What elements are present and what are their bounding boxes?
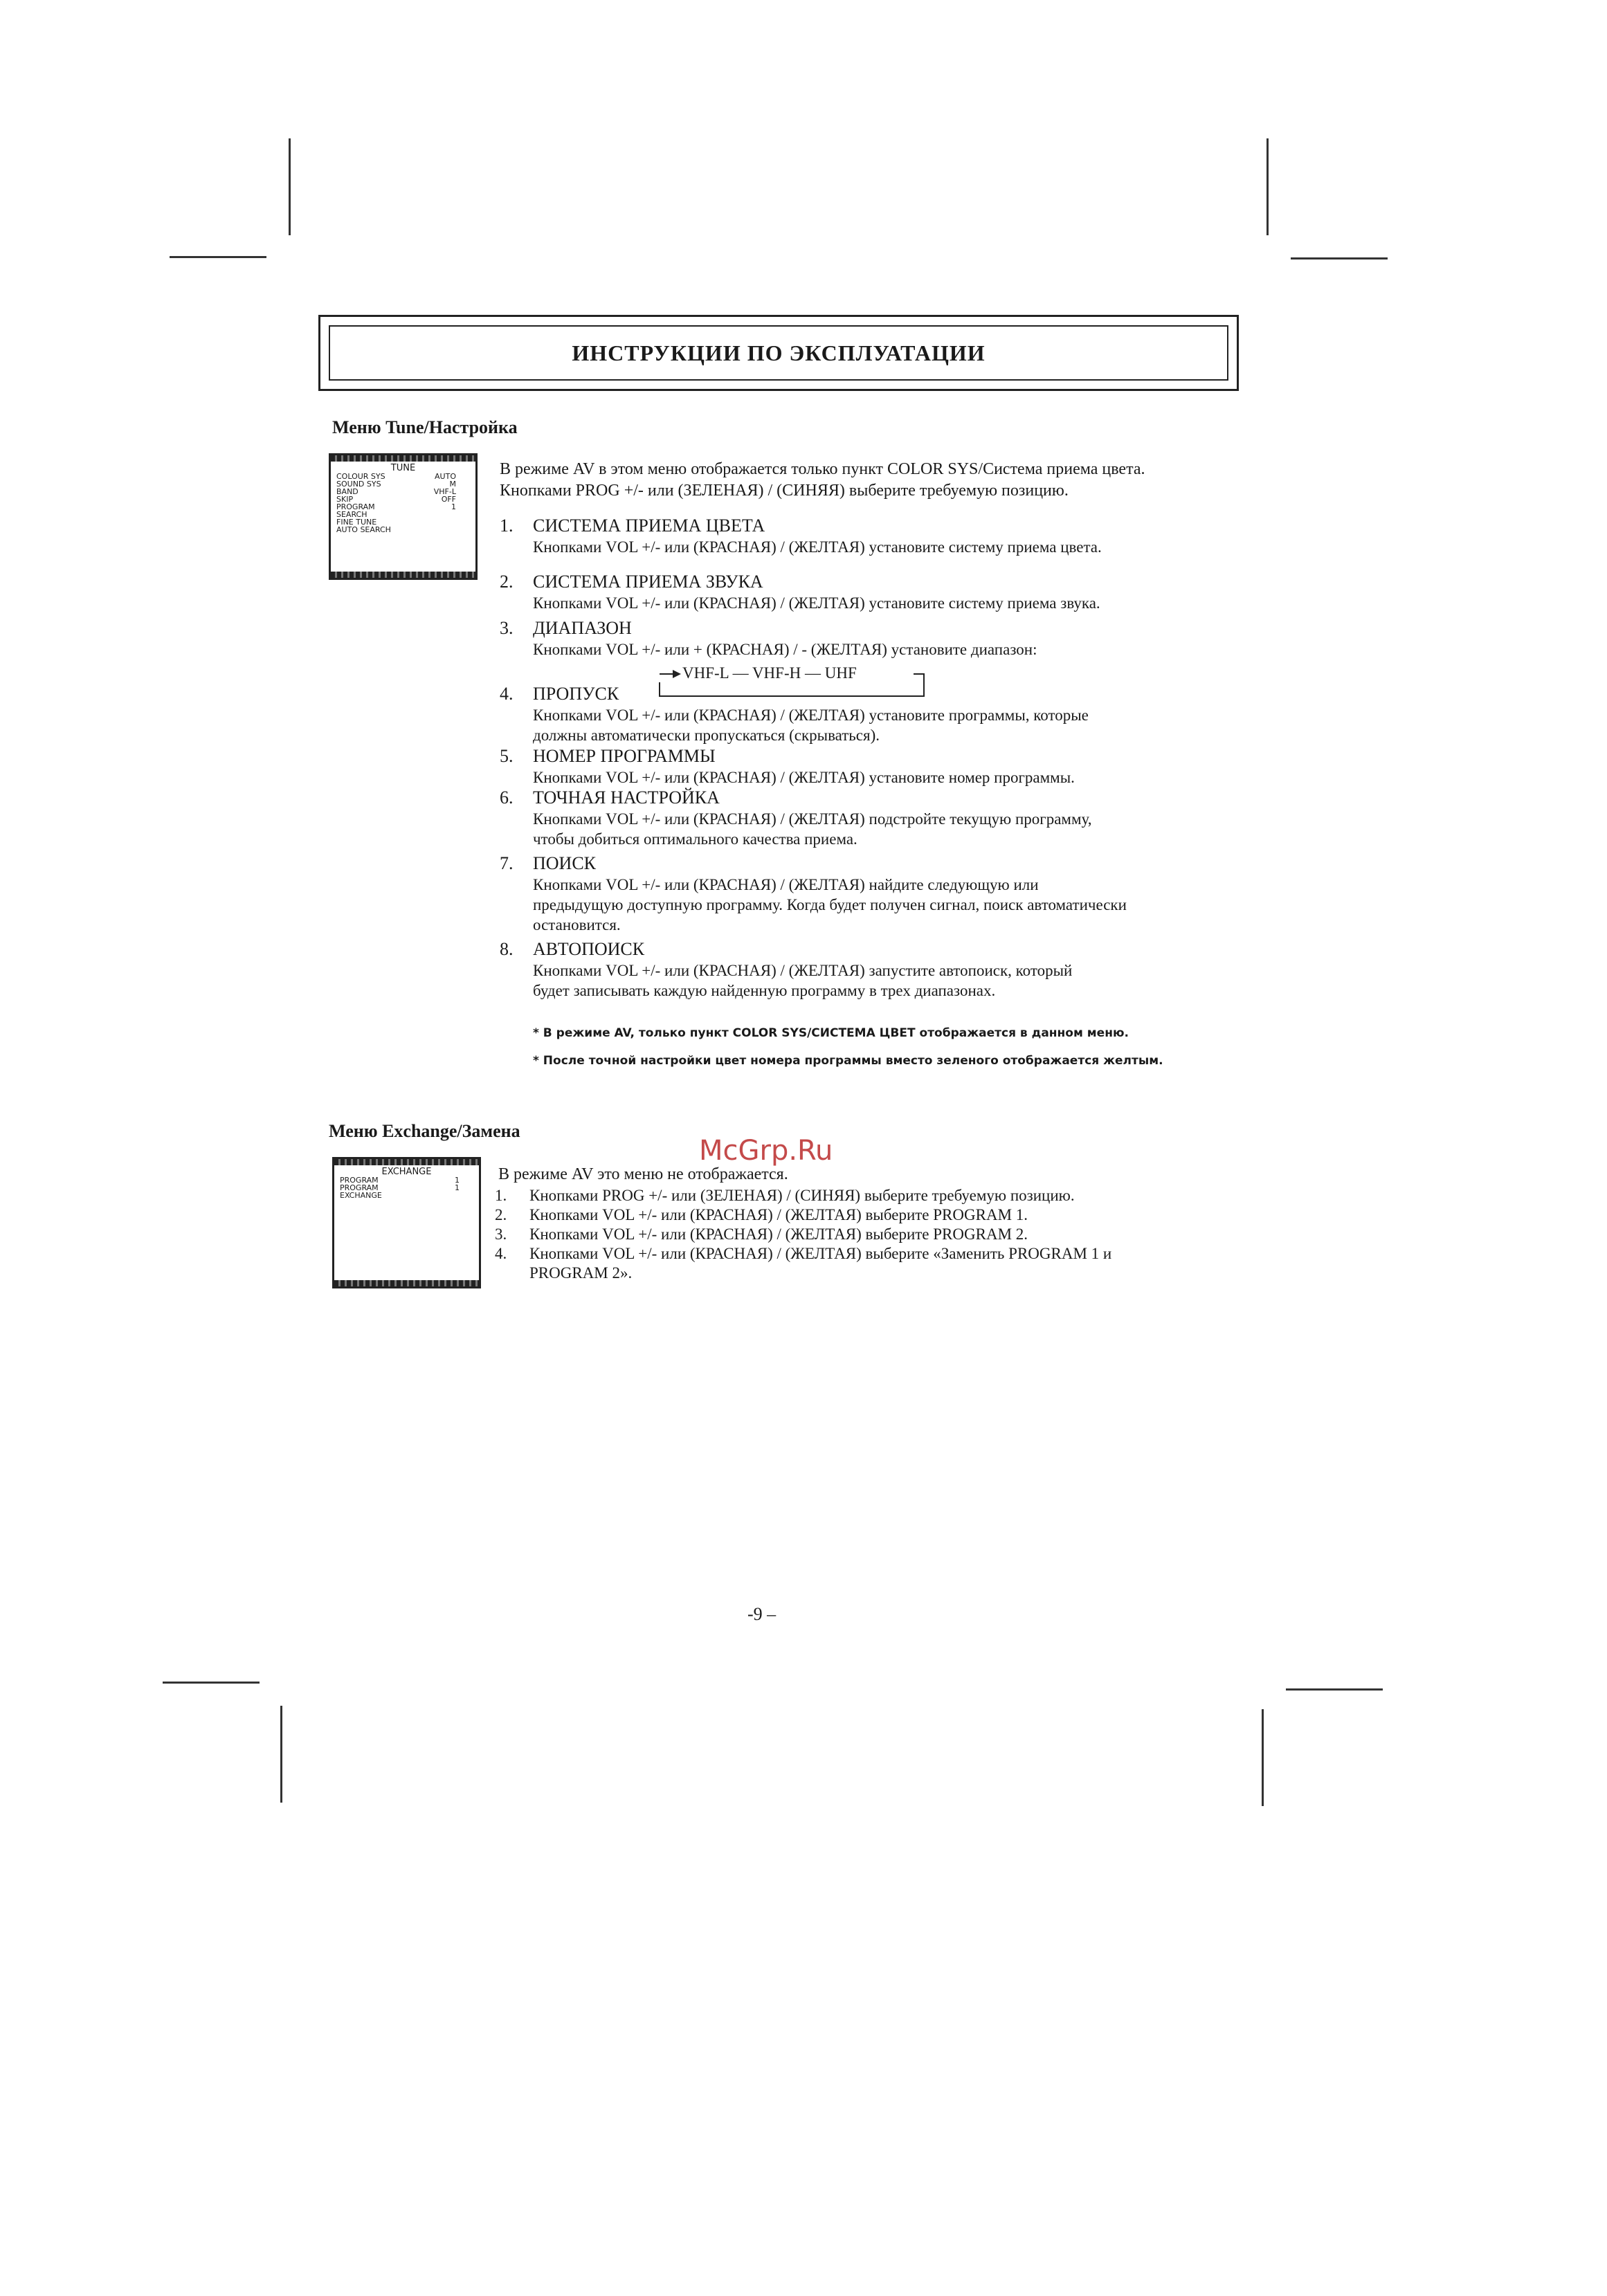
header-frame: [318, 315, 1239, 391]
tune-item-title: ТОЧНАЯ НАСТРОЙКА: [533, 787, 720, 808]
exchange-item-text: Кнопками VOL +/- или (КРАСНАЯ) / (ЖЕЛТАЯ) выберите «Заменить PROGRAM 1 и: [529, 1245, 1112, 1262]
tune-item-description: должны автоматически пропускаться (скрываться).: [533, 727, 880, 744]
menu-row-label: PROGRAM: [340, 1183, 379, 1192]
menu-row-label: PROGRAM: [340, 1176, 379, 1185]
tune-item-number: 2.: [500, 572, 514, 592]
menu-row: [331, 526, 475, 534]
page-number: -9 –: [747, 1604, 777, 1624]
tune-item-title: СИСТЕМА ПРИЕМА ЦВЕТА: [533, 516, 765, 536]
tune-menu-rows: [331, 473, 475, 534]
band-sequence: VHF-L — VHF-H — UHF: [682, 664, 857, 682]
tune-item-description: чтобы добиться оптимального качества приема.: [533, 830, 857, 848]
crop-mark: [289, 138, 291, 235]
tune-item-title: ПОИСК: [533, 853, 597, 873]
tune-item-description: остановится.: [533, 916, 621, 933]
exchange-item-text: PROGRAM 2».: [529, 1264, 633, 1282]
tune-menu-illustration: [329, 453, 478, 580]
menu-row-value: VHF-L: [433, 487, 456, 496]
tune-item-number: 6.: [500, 787, 514, 808]
tune-item-description: Кнопками VOL +/- или (КРАСНАЯ) / (ЖЕЛТАЯ) установите систему приема звука.: [533, 594, 1100, 612]
menu-row: [334, 1192, 479, 1199]
menu-row-value: 1: [455, 1183, 460, 1192]
exchange-section-heading: Меню Exchange/Замена: [329, 1121, 520, 1141]
menu-row-label: AUTO SEARCH: [336, 525, 391, 534]
crop-mark: [1262, 1709, 1264, 1806]
tune-item-description: Кнопками VOL +/- или (КРАСНАЯ) / (ЖЕЛТАЯ) установите номер программы.: [533, 769, 1075, 786]
tune-item-description: Кнопками VOL +/- или + (КРАСНАЯ) / - (ЖЕЛТАЯ) установите диапазон:: [533, 641, 1037, 658]
page-title: ИНСТРУКЦИИ ПО ЭКСПЛУАТАЦИИ: [329, 325, 1228, 381]
tune-item-number: 8.: [500, 939, 514, 959]
tune-item-title: НОМЕР ПРОГРАММЫ: [533, 746, 716, 766]
crop-mark: [1266, 138, 1269, 235]
tune-item-heading: [500, 618, 632, 639]
tune-item-heading: [500, 746, 716, 767]
tune-item-number: 1.: [500, 516, 514, 536]
tune-item-number: 3.: [500, 618, 514, 638]
menu-row-value: AUTO: [435, 472, 456, 481]
tune-intro-line-1: В режиме AV в этом меню отображается только пункт COLOR SYS/Система приема цвета.: [500, 460, 1145, 478]
tune-item-heading: [500, 684, 619, 704]
tune-item-heading: [500, 939, 644, 960]
exchange-item-text: Кнопками VOL +/- или (КРАСНАЯ) / (ЖЕЛТАЯ) выберите PROGRAM 2.: [529, 1226, 1028, 1243]
menu-row-label: SOUND SYS: [336, 480, 381, 489]
exchange-item-text: Кнопками VOL +/- или (КРАСНАЯ) / (ЖЕЛТАЯ) выберите PROGRAM 1.: [529, 1206, 1028, 1223]
tune-item-title: ПРОПУСК: [533, 684, 619, 704]
exchange-intro: В режиме AV это меню не отображается.: [498, 1165, 788, 1183]
tune-item-description: Кнопками VOL +/- или (КРАСНАЯ) / (ЖЕЛТАЯ) подстройте текущую программу,: [533, 810, 1092, 828]
exchange-item-text: Кнопками PROG +/- или (ЗЕЛЕНАЯ) / (СИНЯЯ) выберите требуемую позицию.: [529, 1187, 1075, 1204]
tune-item-description: Кнопками VOL +/- или (КРАСНАЯ) / (ЖЕЛТАЯ) найдите следующую или: [533, 876, 1039, 893]
exchange-menu-title: EXCHANGE: [381, 1167, 432, 1177]
crop-mark: [1286, 1688, 1383, 1691]
menu-row-label: FINE TUNE: [336, 518, 377, 527]
tune-intro-line-2: Кнопками PROG +/- или (ЗЕЛЕНАЯ) / (СИНЯЯ) выберите требуемую позицию.: [500, 482, 1069, 500]
menu-row-value: OFF: [441, 495, 456, 504]
tune-item-title: ДИАПАЗОН: [533, 618, 632, 638]
watermark: McGrp.Ru: [699, 1135, 833, 1167]
menu-row-label: COLOUR SYS: [336, 472, 385, 481]
band-diagram: [657, 664, 927, 699]
tune-section-heading: Меню Tune/Настройка: [332, 417, 518, 437]
tune-item-description: будет записывать каждую найденную программу в трех диапазонах.: [533, 982, 996, 999]
menu-row-label: PROGRAM: [336, 502, 375, 511]
exchange-item-number: 4.: [495, 1245, 507, 1262]
tune-item-description: Кнопками VOL +/- или (КРАСНАЯ) / (ЖЕЛТАЯ) установите систему приема цвета.: [533, 538, 1102, 556]
menu-row-label: SKIP: [336, 495, 354, 504]
menu-row-value: 1: [451, 502, 456, 511]
menu-top-bar: [334, 1159, 479, 1165]
tune-item-description: Кнопками VOL +/- или (КРАСНАЯ) / (ЖЕЛТАЯ) установите программы, которые: [533, 707, 1089, 724]
menu-bottom-bar: [331, 572, 475, 578]
tune-item-heading: [500, 787, 720, 808]
menu-row-label: BAND: [336, 487, 358, 496]
crop-mark: [1291, 257, 1388, 259]
crop-mark: [170, 256, 266, 258]
tune-item-heading: [500, 572, 763, 592]
menu-row-value: 1: [455, 1176, 460, 1185]
menu-top-bar: [331, 455, 475, 462]
menu-row-label: SEARCH: [336, 510, 367, 519]
tune-item-heading: [500, 853, 596, 874]
tune-note-2: * После точной настройки цвет номера программы вместо зеленого отображается желтым.: [533, 1054, 1163, 1068]
tune-item-number: 4.: [500, 684, 514, 704]
menu-row-label: EXCHANGE: [340, 1191, 382, 1200]
tune-item-number: 5.: [500, 746, 514, 766]
exchange-item-number: 3.: [495, 1226, 507, 1243]
menu-bottom-bar: [334, 1280, 479, 1286]
crop-mark: [280, 1706, 282, 1803]
tune-note-1: * В режиме AV, только пункт COLOR SYS/СИСТЕМА ЦВЕТ отображается в данном меню.: [533, 1026, 1129, 1040]
crop-mark: [163, 1682, 260, 1684]
tune-item-title: СИСТЕМА ПРИЕМА ЗВУКА: [533, 572, 763, 592]
tune-menu-title: TUNE: [390, 463, 416, 473]
exchange-item-number: 1.: [495, 1187, 507, 1204]
tune-item-title: АВТОПОИСК: [533, 939, 645, 959]
tune-item-heading: [500, 516, 765, 536]
exchange-menu-rows: [334, 1176, 479, 1199]
tune-item-description: Кнопками VOL +/- или (КРАСНАЯ) / (ЖЕЛТАЯ) запустите автопоиск, который: [533, 962, 1073, 979]
tune-item-description: предыдущую доступную программу. Когда будет получен сигнал, поиск автоматически: [533, 896, 1127, 913]
exchange-menu-illustration: [332, 1157, 481, 1288]
exchange-item-number: 2.: [495, 1206, 507, 1223]
tune-item-number: 7.: [500, 853, 514, 873]
menu-row-value: M: [449, 480, 456, 489]
